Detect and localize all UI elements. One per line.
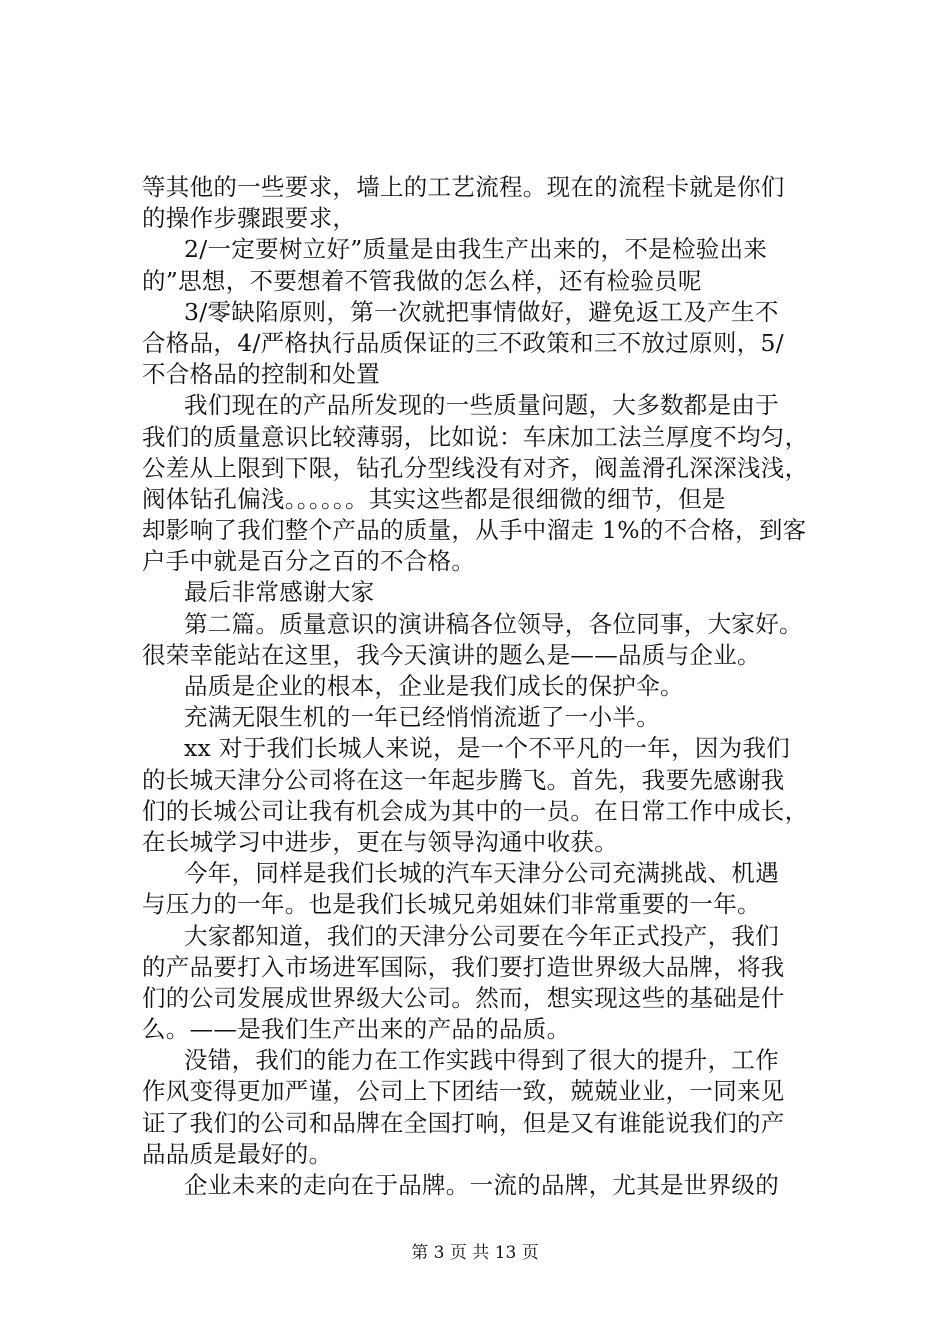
text-line: 很荣幸能站在这里，我今天演讲的题么是——品质与企业。 bbox=[142, 640, 761, 669]
text-line: 合格品，4/严格执行品质保证的三不政策和三不放过原则，5/ bbox=[142, 328, 784, 357]
text-line: 们的公司发展成世界级大公司。然而，想实现这些的基础是什 bbox=[142, 983, 785, 1012]
text-line: 的操作步骤跟要求， bbox=[142, 204, 357, 233]
text-line: 在长城学习中进步，更在与领导沟通中收获。 bbox=[142, 827, 618, 856]
text-line: 大家都知道，我们的天津分公司要在今年正式投产，我们 bbox=[184, 921, 779, 950]
text-line: 2/一定要树立好”质量是由我生产出来的，不是检验出来 bbox=[184, 235, 768, 264]
text-line: 的产品要打入市场进军国际，我们要打造世界级大品牌，将我 bbox=[142, 952, 785, 981]
text-line: 与压力的一年。也是我们长城兄弟姐妹们非常重要的一年。 bbox=[142, 890, 761, 919]
text-line: 品质是企业的根本，企业是我们成长的保护伞。 bbox=[184, 672, 684, 700]
text-line: 最后非常感谢大家 bbox=[184, 578, 375, 607]
text-line: 户手中就是百分之百的不合格。 bbox=[142, 547, 476, 576]
text-line: 第二篇。质量意识的演讲稿各位领导，各位同事，大家好。 bbox=[184, 609, 803, 638]
text-line: 充满无限生机的一年已经悄悄流逝了一小半。 bbox=[184, 703, 660, 732]
document-body bbox=[142, 172, 842, 1201]
text-line: 的”思想，不要想着不管我做的怎么样，还有检验员呢 bbox=[142, 266, 702, 295]
text-line: 作风变得更加严谨，公司上下团结一致，兢兢业业，一同来见 bbox=[142, 1077, 785, 1106]
page-footer: 第 3 页 共 13 页 bbox=[411, 1243, 539, 1263]
text-line: 的长城天津分公司将在这一年起步腾飞。首先，我要先感谢我 bbox=[142, 765, 785, 794]
text-line: 今年，同样是我们长城的汽车天津分公司充满挑战、机遇 bbox=[184, 859, 779, 888]
text-line: 我们的质量意识比较薄弱，比如说：车床加工法兰厚度不均匀， bbox=[142, 422, 809, 451]
text-line: xx 对于我们长城人来说，是一个不平凡的一年，因为我们 bbox=[184, 734, 791, 763]
text-line: 么。——是我们生产出来的产品的品质。 bbox=[142, 1015, 571, 1044]
text-line: 却影响了我们整个产品的质量，从手中溜走 1%的不合格，到客 bbox=[142, 516, 807, 545]
text-line: 我们现在的产品所发现的一些质量问题，大多数都是由于 bbox=[184, 391, 779, 420]
text-line: 不合格品的控制和处置 bbox=[142, 360, 380, 389]
text-line: 品品质是最好的。 bbox=[142, 1139, 333, 1168]
text-line: 证了我们的公司和品牌在全国打响，但是又有谁能说我们的产 bbox=[142, 1108, 785, 1137]
text-line: 公差从上限到下限，钻孔分型线没有对齐，阀盖滑孔深深浅浅， bbox=[142, 453, 809, 482]
text-line: 企业未来的走向在于品牌。一流的品牌，尤其是世界级的 bbox=[184, 1171, 779, 1199]
text-line: 等其他的一些要求，墙上的工艺流程。现在的流程卡就是你们 bbox=[142, 173, 785, 201]
text-line: 没错，我们的能力在工作实践中得到了很大的提升，工作 bbox=[184, 1046, 779, 1075]
text-line: 们的长城公司让我有机会成为其中的一员。在日常工作中成长， bbox=[142, 796, 809, 825]
text-line: 3/零缺陷原则，第一次就把事情做好，避免返工及产生不 bbox=[184, 297, 779, 326]
text-line: 阀体钻孔偏浅。。。。。。其实这些都是很细微的细节，但是 bbox=[142, 484, 726, 513]
